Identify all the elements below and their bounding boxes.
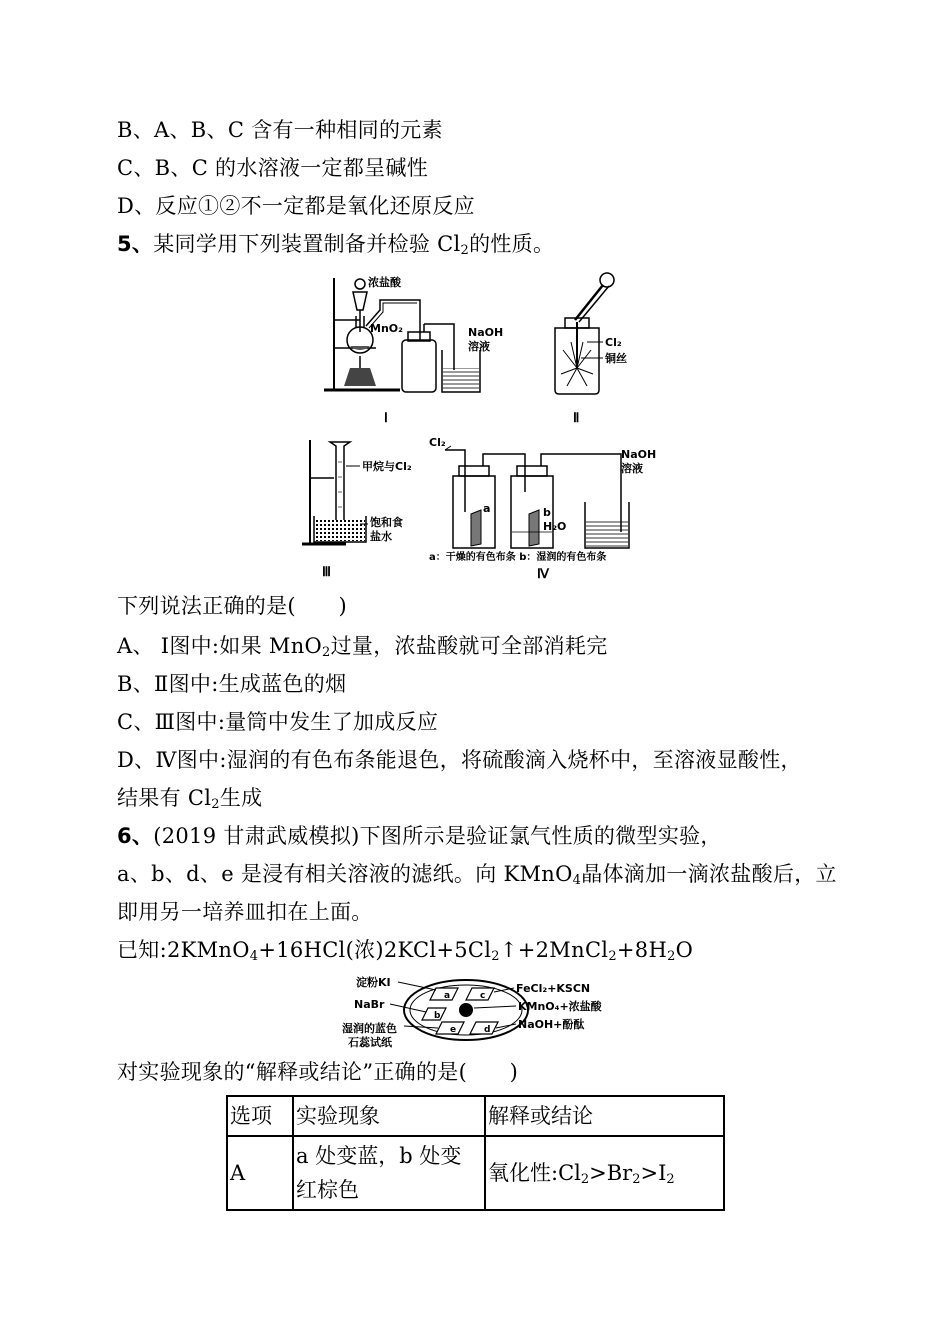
q5-option-d-line2 [117, 784, 262, 812]
figure-label-4: Ⅳ [537, 566, 549, 581]
label-litmus-1: 湿润的蓝色 [342, 1022, 397, 1035]
q5-option-d-line1: D、Ⅳ图中:湿润的有色布条能退色，将硫酸滴入烧杯中，至溶液显酸性， [117, 748, 802, 772]
table-cell-option: A [227, 1136, 293, 1210]
conclusion-part: >Br [589, 1161, 633, 1185]
eq-part: O [675, 938, 694, 962]
label-mno2: MnO₂ [370, 322, 403, 335]
q5-prompt: 下列说法正确的是( ) [117, 594, 347, 618]
eq-part: +16HCl(浓)2KCl+5Cl [258, 938, 492, 962]
label-kmno4-hcl: KMnO₄+浓盐酸 [518, 1000, 602, 1013]
label-solution-4: 溶液 [621, 462, 643, 475]
q6-stem-text-2-end: 晶体滴加一滴浓盐酸后，立 [581, 862, 837, 886]
subscript: 2 [460, 243, 470, 258]
eq-part: +8H [616, 938, 668, 962]
subscript: 4 [249, 949, 259, 964]
q6-stem-text-2: a、b、d、e 是浸有相关溶液的滤纸。向 KMnO [117, 862, 573, 886]
q4-option-c: C、B、C 的水溶液一定都呈碱性 [117, 156, 429, 180]
apparatus-figure-1 [320, 270, 520, 430]
paper-c: c [480, 991, 486, 1001]
label-methane-cl2: 甲烷与Cl₂ [362, 460, 412, 473]
figure-label-2: Ⅱ [573, 410, 580, 425]
q5-stem-text-end: 的性质。 [469, 232, 555, 256]
label-cl2-inlet: Cl₂ [429, 436, 446, 449]
figure-4-caption: a：干燥的有色布条 b：湿润的有色布条 [429, 552, 607, 563]
subscript: 2 [667, 949, 676, 964]
table-header-conclusion: 解释或结论 [485, 1096, 724, 1136]
apparatus-figure-4 [425, 432, 675, 582]
label-brine-1: 饱和食 [370, 516, 403, 529]
q6-stem-line3: 即用另一培养皿扣在上面。 [117, 900, 373, 924]
q4-option-b: B、A、B、C 含有一种相同的元素 [117, 118, 443, 142]
table-header-row [227, 1096, 724, 1136]
label-litmus-2: 石蕊试纸 [348, 1036, 392, 1049]
q5-option-b: B、Ⅱ图中:生成蓝色的烟 [117, 672, 347, 696]
paper-d: d [484, 1025, 491, 1035]
subscript: 2 [211, 797, 220, 812]
paper-e: e [450, 1025, 457, 1035]
label-a: a [483, 502, 491, 515]
apparatus-figure-2 [535, 270, 655, 430]
label-conc-hcl: 浓盐酸 [368, 276, 401, 289]
figure-label-3: Ⅲ [322, 564, 331, 579]
conclusion-part: 氧化性:Cl [488, 1161, 581, 1185]
label-naoh-4: NaOH [621, 448, 657, 461]
q5-option-c: C、Ⅲ图中:量筒中发生了加成反应 [117, 710, 439, 734]
label-h2o: H₂O [543, 520, 567, 533]
figure-label-1: Ⅰ [384, 410, 388, 425]
subscript: 2 [632, 1172, 641, 1187]
q5-option-a [117, 632, 608, 660]
subscript: 2 [580, 1172, 590, 1187]
subscript: 4 [572, 873, 582, 888]
label-naoh-phenolphthalein: NaOH+酚酞 [518, 1018, 585, 1031]
table-cell-conclusion [485, 1136, 724, 1210]
eq-part: ↑+2MnCl [499, 938, 609, 962]
q6-prompt: 对实验现象的“解释或结论”正确的是( ) [117, 1060, 519, 1084]
q6-stem-line2 [117, 860, 837, 888]
eq-part: 已知:2KMnO [117, 938, 250, 962]
q6-stem-text: (2019 甘肃武威模拟)下图所示是验证氯气性质的微型实验， [153, 824, 722, 848]
label-starch-ki: 淀粉KI [356, 976, 391, 989]
petri-dish-figure [338, 972, 628, 1052]
q5-option-a-text: A、 Ⅰ图中:如果 MnO [117, 634, 323, 658]
q5-option-d-text-end: 生成 [219, 786, 263, 810]
table-cell-phenomenon: a 处变蓝，b 处变红棕色 [293, 1136, 485, 1210]
table-header-phenomenon: 实验现象 [293, 1096, 485, 1136]
label-fecl2-kscn: FeCl₂+KSCN [516, 982, 591, 995]
label-b: b [543, 506, 551, 519]
q5-stem [117, 230, 554, 258]
question-number: 5、 [117, 232, 154, 256]
q6-known-equation [117, 936, 693, 964]
q6-options-table [226, 1095, 725, 1211]
label-naoh: NaOH [468, 326, 504, 339]
paper-b: b [434, 1011, 441, 1021]
table-row [227, 1136, 724, 1210]
q6-stem-line1 [117, 822, 722, 850]
label-cu-wire: 铜丝 [605, 352, 627, 365]
subscript: 2 [322, 645, 331, 660]
subscript: 2 [666, 1172, 675, 1187]
question-number: 6、 [117, 824, 154, 848]
apparatus-figure-3 [300, 432, 430, 582]
q5-stem-text: 某同学用下列装置制备并检验 Cl [153, 232, 461, 256]
label-nabr: NaBr [354, 998, 385, 1011]
paper-a: a [444, 991, 451, 1001]
label-brine-2: 盐水 [370, 530, 392, 543]
label-cl2: Cl₂ [605, 336, 622, 349]
q4-option-d: D、反应①②不一定都是氧化还原反应 [117, 194, 475, 218]
subscript: 2 [608, 949, 617, 964]
label-solution: 溶液 [468, 340, 490, 353]
q5-option-a-text-end: 过量，浓盐酸就可全部消耗完 [330, 634, 608, 658]
subscript: 2 [491, 949, 500, 964]
q5-option-d-text: 结果有 Cl [117, 786, 212, 810]
conclusion-part: >I [640, 1161, 667, 1185]
table-header-option: 选项 [227, 1096, 293, 1136]
